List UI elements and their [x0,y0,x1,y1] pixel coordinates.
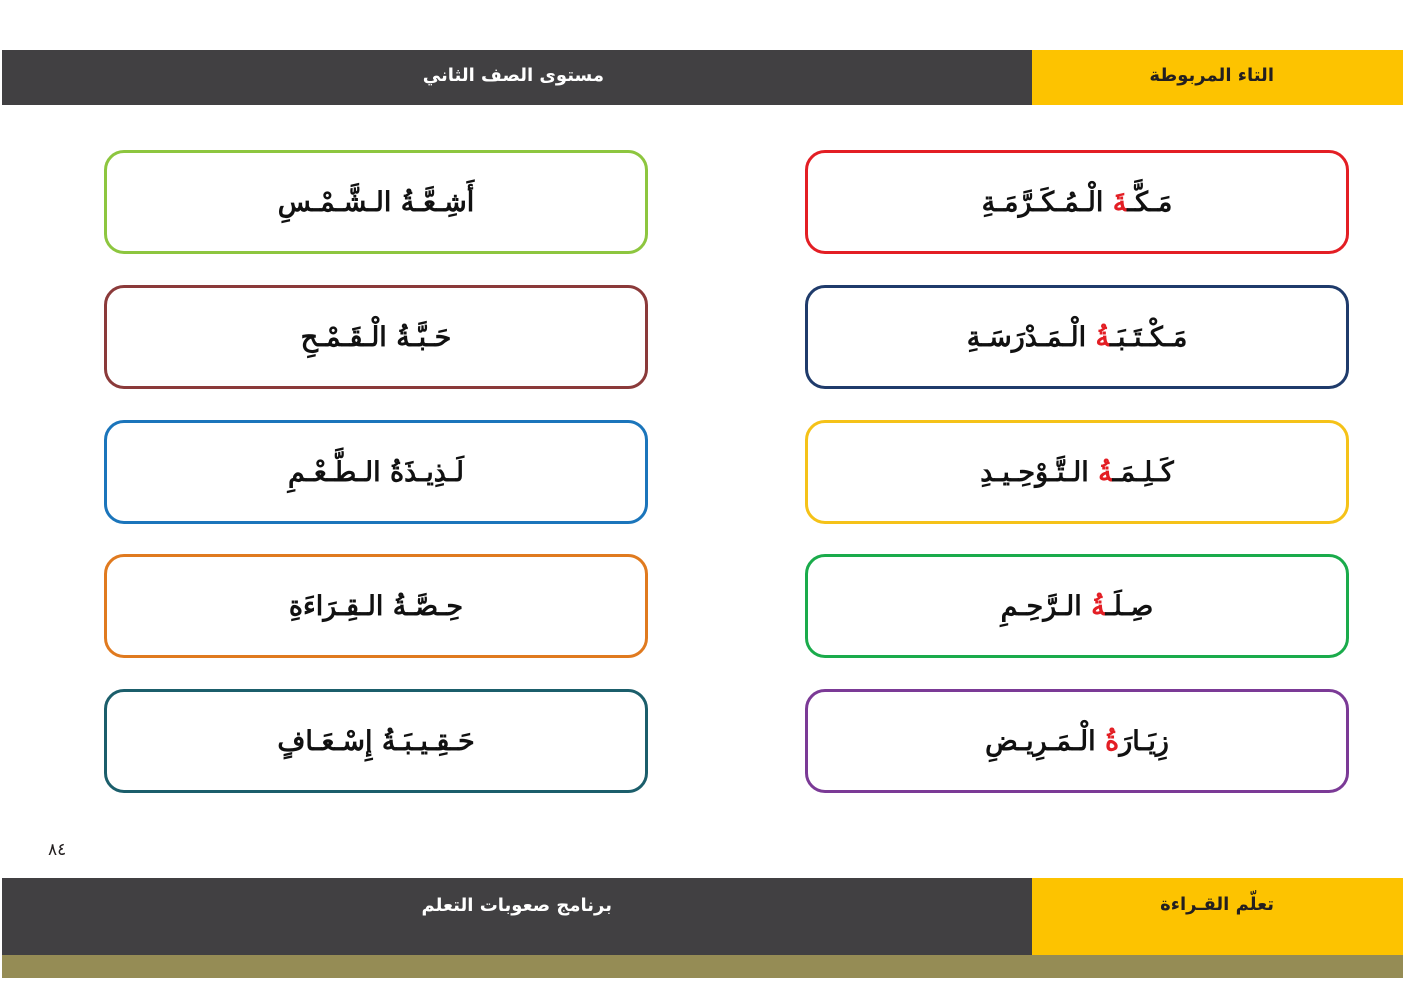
header-title: مستوى الصف الثاني [422,65,604,86]
header-section-title: التاء المربوطة [1149,65,1274,86]
word-phrase: لَـذِيـذَةُ الـطَّـعْـمِ [287,456,465,488]
taa-marbuta-highlight: ةُ [1105,725,1120,757]
taa-marbuta-highlight: ةَ [1112,186,1128,218]
word-part: الْـمَـدْرَسَـةِ [966,321,1096,353]
taa-marbuta-highlight: ةُ [1095,321,1110,353]
word-phrase [1001,591,1154,622]
word-part: كَـلِـمَـ [1112,456,1174,488]
page-number: ٨٤ [48,840,67,860]
word-phrase: أَشِـعَّـةُ الـشَّـمْـسِ [277,186,475,218]
word-card [104,285,648,389]
word-part: صِـلَـ [1105,590,1154,622]
header-yellow-panel [1032,50,1403,105]
taa-marbuta-highlight: ةُ [1098,456,1113,488]
footer-title: برنامج صعوبات التعلم [421,895,612,916]
word-part: مَـكَّـ [1127,186,1173,218]
word-part: مَـكْـتَـبَـ [1109,321,1188,353]
footer-dark-panel [2,878,1032,955]
footer-yellow-panel [1032,878,1403,955]
footer-bar [2,878,1403,955]
word-card [805,689,1349,793]
word-part: الْـمَـرِيـضِ [985,725,1106,757]
word-card [805,554,1349,658]
footer-section-title: تعلّم القـراءة [1160,894,1274,915]
word-phrase [980,457,1174,488]
header-bar [2,50,1403,105]
word-phrase [967,322,1188,353]
word-phrase: حَـقِـيـبَـةُ إِسْـعَـافٍ [277,725,475,757]
word-card [104,554,648,658]
word-card [104,420,648,524]
word-part: الْـمُـكَـرَّمَـةِ [981,186,1113,218]
word-card [805,285,1349,389]
header-dark-panel [2,50,1032,105]
word-part: الـتَّـوْحِـيـدِ [980,456,1099,488]
word-card [104,150,648,254]
word-phrase [982,187,1173,218]
word-card [104,689,648,793]
word-phrase: حَـبَّـةُ الْـقَـمْـحِ [300,321,452,353]
taa-marbuta-highlight: ةُ [1091,590,1106,622]
word-card [805,420,1349,524]
footer-strip [2,955,1403,978]
word-phrase: حِـصَّـةُ الـقِـرَاءَةِ [288,590,464,622]
word-part: زِيَـارَ [1119,725,1169,757]
word-part: الـرَّحِـمِ [1000,590,1092,622]
word-phrase [985,726,1169,757]
word-card [805,150,1349,254]
